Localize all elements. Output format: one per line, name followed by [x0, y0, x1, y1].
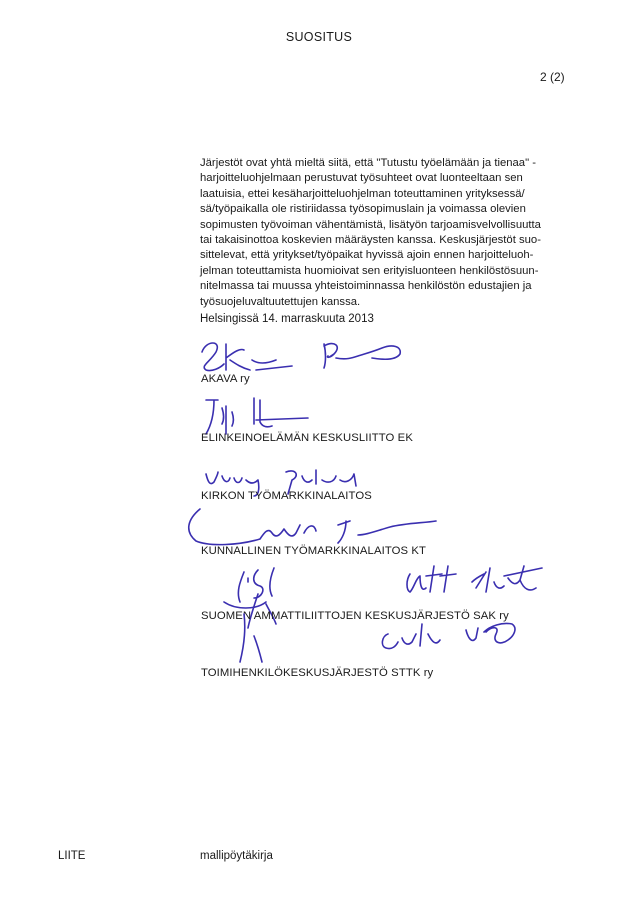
body-line: jelman toteuttamista huomioivat sen erityisluonteen henkilöstösuun- — [200, 264, 539, 277]
body-line: sä/työpaikalla ole ristiriidassa työsopimuslain ja voimassa olevien — [200, 203, 526, 216]
page-number: 2 (2) — [540, 70, 565, 84]
org-kirkko: KIRKON TYÖMARKKINALAITOS — [201, 490, 372, 502]
body-paragraph — [200, 156, 600, 310]
org-ek: ELINKEINOELÄMÄN KESKUSLIITTO EK — [201, 432, 413, 444]
body-line: laatuisia, ettei kesäharjoitteluohjelman toteuttaminen yrityksessä/ — [200, 187, 525, 200]
org-sttk: TOIMIHENKILÖKESKUSJÄRJESTÖ STTK ry — [201, 667, 434, 679]
body-line: sittelevat, että yritykset/työpaikat hyvissä ajoin ennen harjoitteluoh- — [200, 249, 534, 262]
org-kt: KUNNALLINEN TYÖMARKKINALAITOS KT — [201, 545, 427, 557]
document-title: SUOSITUS — [285, 30, 353, 44]
body-line: työsuojeluvaltuutettujen kanssa. — [200, 295, 361, 308]
attachment-name: mallipöytäkirja — [200, 850, 273, 862]
body-line: harjoitteluohjelmaan perustuvat työsuhteet ovat luonteeltaan sen — [200, 172, 523, 185]
org-sak: SUOMEN AMMATTILIITTOJEN KESKUSJÄRJESTÖ SAK ry — [201, 610, 509, 622]
body-line: tai takaisinottoa koskevien määräysten kanssa. Keskusjärjestöt suo- — [200, 234, 541, 247]
body-line: sopimusten työvoiman vähentämistä, lisätyön tarjoamisvelvollisuutta — [200, 218, 541, 231]
attachment-label: LIITE — [58, 850, 86, 862]
date-place-line: Helsingissä 14. marraskuuta 2013 — [200, 313, 374, 325]
body-line: Järjestöt ovat yhtä mieltä siitä, että "Tutustu työelämään ja tienaa" - — [200, 157, 537, 169]
org-akava: AKAVA ry — [201, 373, 250, 385]
body-line: nitelmassa tai muussa yhteistoiminnassa henkilöstön edustajien ja — [200, 280, 532, 293]
